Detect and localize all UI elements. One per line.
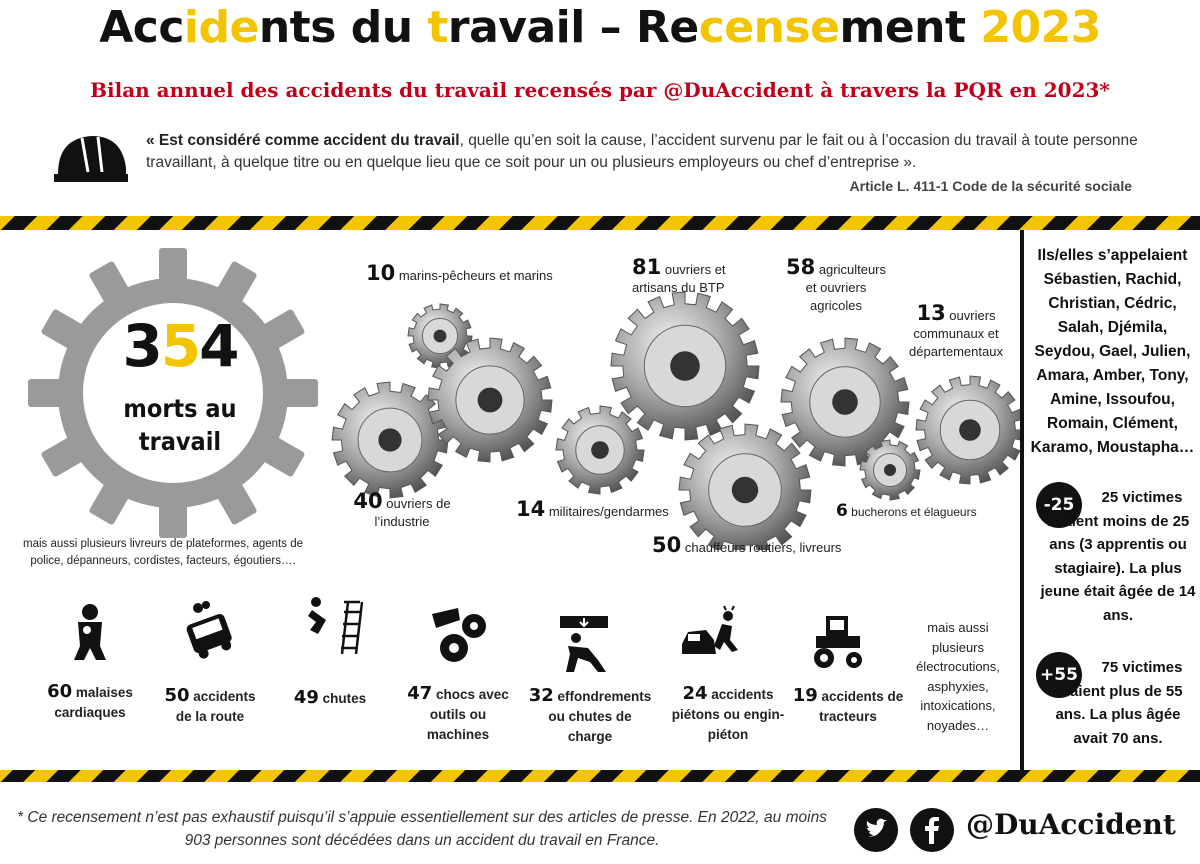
page-title: Accidents du travail – Recensement 2023 bbox=[99, 2, 1101, 53]
sector-communaux: 13 ouvriers communaux et départementaux bbox=[909, 301, 1003, 359]
sector-chauffeurs: 50 chauffeurs routiers, livreurs bbox=[652, 533, 842, 557]
under-25-badge: -25 bbox=[1036, 482, 1082, 528]
gear-icon bbox=[679, 424, 811, 550]
gear-icon bbox=[916, 376, 1020, 484]
twitter-handle[interactable]: @DuAccident bbox=[966, 808, 1176, 841]
sector-agri: 58 agriculteurs et ouvriers agricoles bbox=[785, 255, 887, 313]
definition-source: Article L. 411-1 Code de la sécurité sociale bbox=[849, 178, 1132, 194]
falling-load-icon bbox=[554, 614, 614, 674]
over-55-badge: +55 bbox=[1036, 652, 1082, 698]
page-subtitle: Bilan annuel des accidents du travail recensés par @DuAccident à travers la PQR en 2023* bbox=[90, 78, 1110, 102]
twitter-icon[interactable] bbox=[854, 808, 898, 852]
hazard-stripe-top bbox=[0, 216, 1200, 230]
sector-militaires: 14 militaires/gendarmes bbox=[516, 497, 669, 521]
gear-icon bbox=[860, 440, 920, 500]
gear-icon bbox=[428, 338, 552, 462]
fall-ladder-icon bbox=[304, 594, 364, 654]
also-note: mais aussi plusieurs livreurs de plateformes, agents de police, dépanneurs, cordistes, facteurs, égoutiers…. bbox=[23, 538, 303, 567]
under-25-text: 25 victimes avaient moins de 25 ans (3 apprentis ou stagiaire). La plus jeune était âgée de 14 ans. bbox=[1040, 489, 1196, 624]
pedestrian-hit-icon bbox=[680, 604, 740, 664]
hazard-stripe-bottom bbox=[0, 770, 1200, 782]
gear-icon bbox=[556, 406, 644, 494]
over-55-text: 75 victimes avaient plus de 55 ans. La plus âgée avait 70 ans. bbox=[1053, 659, 1183, 747]
causes-extra: mais aussi plusieurs électrocutions, asphyxies, intoxications, noyades… bbox=[916, 620, 1000, 733]
gear-icon bbox=[611, 292, 759, 440]
cause-cardiac: 60 malaises cardiaques bbox=[47, 681, 133, 720]
hard-hat-icon bbox=[52, 128, 130, 188]
total-deaths-label: morts au travail bbox=[123, 394, 237, 456]
car-crash-icon bbox=[180, 600, 240, 660]
tractor-icon bbox=[808, 610, 868, 670]
heart-attack-icon bbox=[60, 602, 120, 662]
total-deaths-number: 354 bbox=[122, 312, 238, 380]
cause-collapse: 32 effondrements ou chutes de charge bbox=[528, 685, 652, 744]
column-divider bbox=[1020, 230, 1024, 770]
cause-falls: 49 chutes bbox=[293, 687, 367, 708]
definition-quote: « Est considéré comme accident du travail, quelle qu’en soit la cause, l’accident survenu par le fait ou à l’occasion du travail à toute personne travaillant, à quelque titre ou en quelque lieu que ce soit pour un ou plusieurs employeurs ou chef d’entreprise ». bbox=[146, 132, 1138, 171]
sector-marins: 10 marins-pêcheurs et marins bbox=[366, 261, 553, 285]
sector-bucherons: 6 bucherons et élagueurs bbox=[836, 501, 977, 521]
facebook-icon[interactable] bbox=[910, 808, 954, 852]
cause-machines: 47 chocs avec outils ou machines bbox=[407, 683, 509, 742]
machine-gears-icon bbox=[430, 606, 490, 666]
sector-btp: 81 ouvriers et artisans du BTP bbox=[632, 255, 726, 295]
footnote: * Ce recensement n’est pas exhaustif puisqu’il s’appuie essentiellement sur des articles de presse. En 2022, au moins 903 personnes sont décédées dans un accident du travail en France. bbox=[17, 809, 827, 849]
sector-industrie: 40 ouvriers de l’industrie bbox=[353, 489, 451, 529]
victim-names: Ils/elles s’appelaient Sébastien, Rachid, Christian, Cédric, Salah, Djémila, Seydou, Gael, Julien, Amara, Amber, Tony, Amine, Issoufou, Romain, Clément, Karamo, Moustapha… bbox=[1030, 247, 1195, 456]
cause-pedestrian: 24 accidents piétons ou engin- piéton bbox=[671, 683, 785, 742]
cause-tractors: 19 accidents de tracteurs bbox=[792, 685, 904, 724]
cause-road: 50 accidents de la route bbox=[164, 685, 256, 724]
